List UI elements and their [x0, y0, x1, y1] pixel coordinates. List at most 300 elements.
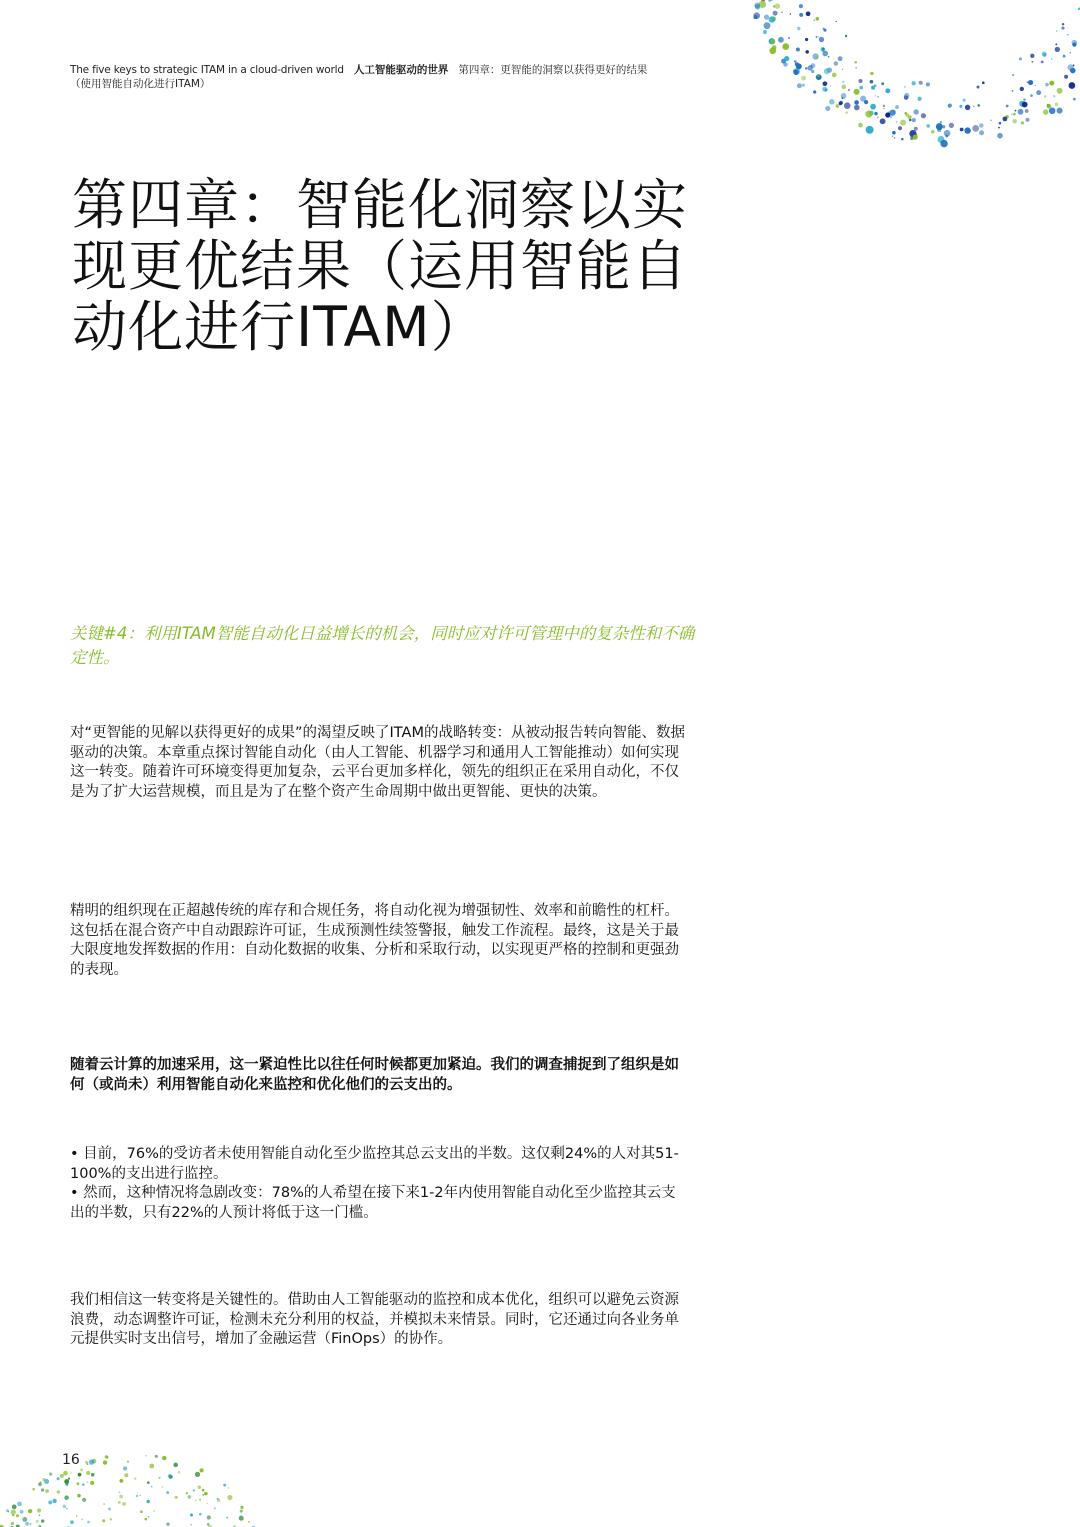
decorative-dot	[1057, 108, 1063, 114]
decorative-dot	[29, 1523, 31, 1525]
decorative-dot	[1061, 27, 1064, 30]
decorative-dot	[92, 1459, 97, 1464]
decorative-dot	[188, 1495, 192, 1499]
decorative-dot	[999, 122, 1002, 125]
decorative-dot	[836, 104, 840, 108]
decorative-dot	[754, 2, 760, 8]
decorative-dot	[842, 81, 844, 83]
decorative-dot	[836, 21, 837, 22]
decorative-dot	[1067, 34, 1068, 35]
decorative-dot	[119, 1492, 121, 1494]
decorative-dot	[32, 1488, 35, 1491]
decorative-dot	[57, 1490, 61, 1494]
decorative-dot	[52, 1499, 56, 1503]
decorative-dot	[63, 1471, 68, 1476]
decorative-dot	[25, 1522, 29, 1526]
decorative-dot	[919, 81, 923, 85]
decorative-dot	[1072, 40, 1078, 46]
decorative-dot	[793, 70, 799, 76]
decorative-dot	[173, 1463, 178, 1468]
decorative-dot	[892, 131, 896, 135]
running-header	[70, 63, 650, 91]
decorative-dot	[87, 1482, 89, 1484]
decorative-dot	[82, 1483, 85, 1486]
decorative-dot	[38, 1482, 42, 1486]
decorative-dot	[1067, 64, 1074, 71]
decorative-dot	[865, 110, 872, 117]
decorative-dot	[67, 1484, 68, 1485]
decorative-dot	[799, 13, 803, 17]
decorative-dot	[881, 82, 884, 85]
decorative-dot	[802, 84, 805, 87]
decorative-dot	[973, 105, 975, 107]
decorative-dot	[166, 1522, 169, 1525]
decorative-dot	[769, 16, 776, 23]
decorative-dot	[248, 1521, 250, 1523]
decorative-dot	[926, 82, 930, 86]
decorative-dot	[912, 81, 916, 85]
decorative-dot	[859, 86, 863, 90]
decorative-dot	[982, 81, 985, 84]
decorative-dot	[816, 56, 819, 59]
decorative-dot	[832, 73, 837, 78]
decorative-dot	[85, 1461, 88, 1464]
decorative-dot	[118, 1501, 121, 1504]
decorative-dot	[794, 60, 797, 63]
decorative-dot	[877, 96, 879, 98]
decorative-dot	[66, 1508, 68, 1510]
decorative-dot	[1045, 83, 1049, 87]
decorative-dot	[82, 1498, 86, 1502]
decorative-dot	[816, 36, 818, 38]
decorative-dot	[813, 19, 815, 21]
decorative-dot	[199, 1499, 201, 1501]
decorative-dot	[64, 1495, 69, 1500]
decorative-dot	[168, 1474, 172, 1478]
decorative-dot	[1047, 104, 1052, 109]
decorative-dot	[790, 13, 792, 15]
decorative-dot	[1006, 105, 1009, 108]
decorative-dot	[103, 1503, 105, 1505]
decorative-dot	[145, 1455, 147, 1457]
decorative-dot	[848, 89, 850, 91]
decorative-dot	[977, 104, 980, 107]
decorative-dot	[103, 1460, 107, 1464]
decorative-dot	[773, 11, 778, 16]
decorative-dot	[12, 1505, 17, 1510]
decorative-dot	[198, 1485, 202, 1489]
decorative-dot	[811, 63, 816, 68]
decorative-dot	[44, 1479, 49, 1484]
decorative-dot	[972, 125, 979, 132]
decorative-dot	[122, 1502, 126, 1506]
decorative-dot	[904, 112, 907, 115]
decorative-dot	[87, 1521, 90, 1524]
decorative-dot	[1049, 108, 1056, 115]
decorative-dot	[37, 1508, 41, 1512]
decorative-dot	[976, 85, 979, 88]
decorative-dot	[1034, 85, 1035, 86]
decorative-dot	[140, 1495, 141, 1496]
decorative-dot	[190, 1524, 192, 1526]
decorative-dot	[824, 68, 830, 74]
decorative-dot	[41, 1519, 44, 1522]
decorative-dot	[1055, 44, 1057, 46]
decorative-dot	[199, 1513, 202, 1516]
decorative-dot	[892, 135, 894, 137]
decorative-dot	[822, 87, 827, 92]
decorative-dot	[788, 37, 790, 39]
decorative-dot	[223, 1484, 226, 1487]
decorative-dot	[854, 61, 857, 64]
decorative-dot	[178, 1471, 181, 1474]
decorative-dot	[123, 1466, 127, 1470]
decorative-dot	[1072, 83, 1074, 85]
decorative-dot	[830, 85, 831, 86]
decorative-dot	[834, 61, 839, 66]
decorative-dot	[153, 1510, 154, 1511]
decorative-dot	[931, 130, 935, 134]
header-english-title: The five keys to strategic ITAM in a cloud-driven world	[70, 64, 344, 76]
decorative-dot	[227, 1495, 232, 1500]
decorative-dot	[885, 88, 890, 93]
decorative-dot	[1025, 109, 1029, 113]
decorative-dot	[838, 56, 843, 61]
decorative-dot	[979, 123, 984, 128]
decorative-dot	[12, 1514, 14, 1516]
decorative-dot	[940, 140, 947, 147]
decorative-dot	[1036, 90, 1041, 95]
decorative-dot	[200, 1468, 204, 1472]
decorative-dot	[921, 113, 926, 118]
decorative-dot	[842, 69, 843, 70]
decorative-dot	[864, 100, 868, 104]
decorative-dot	[783, 62, 787, 66]
decorative-dot	[1056, 30, 1057, 31]
decorative-dot	[801, 76, 806, 81]
decorative-dot	[844, 102, 851, 109]
decorative-dot	[917, 97, 921, 101]
decorative-dot	[797, 27, 800, 30]
decorative-dot	[754, 15, 758, 19]
decorative-dot	[1031, 61, 1033, 63]
decorative-dot	[70, 1520, 74, 1524]
decorative-dot	[770, 39, 775, 44]
decorative-dot	[86, 1471, 90, 1475]
decorative-dot	[846, 111, 848, 113]
decorative-dot-sphere-top	[700, 0, 1080, 165]
decorative-dot	[845, 35, 847, 37]
decorative-dot	[818, 36, 820, 38]
decorative-dot	[960, 128, 964, 132]
decorative-dot	[782, 43, 789, 50]
paragraph-intro: 对“更智能的见解以获得更好的成果”的渴望反映了ITAM的战略转变：从被动报告转向智能、数据驱动的决策。本章重点探讨智能自动化（由人工智能、机器学习和通用人工智能推动）如何实现这一转变。随着许可环境变得更加复杂，云平台更加多样化，领先的组织正在采用自动化，不仅是为了扩大运营规模，而且是为了在整个资产生命周期中做出更智能、更快的决策。	[70, 725, 685, 800]
decorative-dot	[979, 130, 984, 135]
decorative-dot	[874, 112, 877, 115]
decorative-dot	[193, 1489, 195, 1491]
decorative-dot	[39, 1514, 41, 1516]
decorative-dot	[874, 84, 877, 87]
decorative-dot	[207, 1515, 211, 1519]
decorative-dot	[1064, 75, 1068, 79]
decorative-dot	[883, 108, 884, 109]
decorative-dot	[119, 1495, 123, 1499]
page-number: 16	[62, 1452, 80, 1468]
decorative-dot	[880, 118, 886, 124]
decorative-dot	[1022, 102, 1028, 108]
decorative-dot	[1069, 82, 1076, 89]
decorative-dot	[940, 121, 942, 123]
decorative-dot	[60, 1474, 64, 1478]
decorative-dot	[57, 1477, 60, 1480]
decorative-dot	[1018, 109, 1024, 115]
decorative-dot	[781, 12, 782, 13]
decorative-dot	[823, 29, 826, 32]
decorative-dot	[936, 123, 943, 130]
decorative-dot	[783, 47, 785, 49]
decorative-dot	[805, 38, 808, 41]
decorative-dot	[207, 1503, 208, 1504]
decorative-dot	[764, 14, 769, 19]
decorative-dot	[1043, 109, 1048, 114]
decorative-dot	[912, 118, 916, 122]
decorative-dot	[127, 1461, 129, 1463]
decorative-dot	[870, 72, 873, 75]
decorative-dot	[819, 37, 824, 42]
decorative-dot	[842, 97, 844, 99]
decorative-dot	[226, 1517, 228, 1519]
decorative-dot	[1073, 98, 1076, 101]
decorative-dot	[1057, 88, 1063, 94]
decorative-dot	[900, 120, 906, 126]
decorative-dot	[949, 123, 954, 128]
decorative-dot	[870, 80, 874, 84]
decorative-dot	[901, 138, 904, 141]
decorative-dot	[998, 127, 1000, 129]
paragraph-conclusion: 我们相信这一转变将是关键性的。借助由人工智能驱动的监控和成本优化，组织可以避免云资源浪费，动态调整许可证，检测未充分利用的权益，并模拟未来情景。同时，它还通过向各业务单元提供实时支出信号，增加了金融运营（FinOps）的协作。	[70, 1292, 679, 1347]
decorative-dot	[140, 1510, 143, 1513]
decorative-dot	[796, 48, 800, 52]
decorative-dot	[895, 105, 899, 109]
decorative-dot	[162, 1456, 166, 1460]
decorative-dot	[764, 22, 771, 29]
decorative-dot	[1021, 121, 1024, 124]
decorative-dot	[76, 1515, 77, 1516]
header-chapter-name: 第四章：更智能的洞察以获得更好的结果（使用智能自动化进行ITAM）	[70, 64, 648, 90]
decorative-dot	[797, 83, 802, 88]
decorative-dot	[70, 1472, 71, 1473]
decorative-dot	[145, 1518, 148, 1521]
decorative-dot	[1028, 80, 1033, 85]
decorative-dot	[904, 93, 909, 98]
decorative-dot	[1062, 23, 1064, 25]
decorative-dot	[16, 1514, 19, 1517]
decorative-dot	[805, 50, 808, 53]
decorative-dot	[997, 133, 1003, 139]
decorative-dot	[204, 1492, 208, 1496]
decorative-dot	[217, 1498, 219, 1500]
decorative-dot	[214, 1507, 216, 1509]
decorative-dot	[875, 95, 876, 96]
decorative-dot	[228, 1487, 230, 1489]
decorative-dot	[1049, 81, 1054, 86]
survey-findings-list	[70, 1145, 690, 1223]
decorative-dot	[202, 1489, 205, 1492]
decorative-dot	[1051, 58, 1052, 59]
decorative-dot	[768, 0, 770, 2]
decorative-dot	[811, 70, 814, 73]
decorative-dot	[110, 1518, 112, 1520]
decorative-dot	[175, 1496, 178, 1499]
decorative-dot	[1030, 54, 1034, 58]
decorative-dot	[105, 1455, 109, 1459]
decorative-dot	[1030, 94, 1033, 97]
decorative-dot	[805, 67, 807, 69]
decorative-dot	[926, 124, 930, 128]
decorative-dot	[195, 1500, 196, 1501]
decorative-dot	[146, 1500, 150, 1504]
decorative-dot	[855, 67, 857, 69]
decorative-dot	[8, 1511, 9, 1512]
decorative-dot	[239, 1516, 244, 1521]
decorative-dot	[841, 85, 846, 90]
decorative-dot	[77, 1494, 81, 1498]
decorative-dot	[1053, 95, 1055, 97]
decorative-dot	[166, 1491, 169, 1494]
decorative-dot	[795, 62, 799, 66]
decorative-dot	[823, 81, 828, 86]
decorative-dot	[64, 1479, 69, 1484]
decorative-dot	[1070, 52, 1071, 53]
decorative-dot-sphere-bottom	[0, 1440, 320, 1527]
decorative-dot	[119, 1479, 123, 1483]
list-item: • 然而，这种情况将急剧改变：78%的人希望在接下来1-2年内使用智能自动化至少监控其云支出的半数，只有22%的人预计将低于这一门槛。	[70, 1185, 676, 1221]
decorative-dot	[1019, 57, 1022, 60]
decorative-dot	[828, 56, 830, 58]
paragraph-savvy-organizations: 精明的组织现在正超越传统的库存和合规任务，将自动化视为增强韧性、效率和前瞻性的杠杆。这包括在混合资产中自动跟踪许可证，生成预测性续签警报，触发工作流程。最终，这是关于最大限度地发挥数据的作用：自动化数据的收集、分析和采取行动，以实现更严格的控制和更强劲的表现。	[70, 903, 679, 978]
decorative-dot	[825, 106, 830, 111]
decorative-dot	[763, 30, 767, 34]
decorative-dot	[11, 1510, 16, 1515]
decorative-dot	[22, 1517, 27, 1522]
decorative-dot	[20, 1510, 24, 1514]
decorative-dot	[124, 1473, 128, 1477]
decorative-dot	[898, 126, 902, 130]
decorative-dot	[134, 1478, 136, 1480]
decorative-dot	[28, 1509, 32, 1513]
decorative-dot	[45, 1489, 49, 1493]
decorative-dot	[813, 90, 816, 93]
decorative-dot	[854, 105, 860, 111]
decorative-dot	[904, 86, 906, 88]
decorative-dot	[202, 1494, 204, 1496]
decorative-dot	[68, 1477, 70, 1479]
decorative-dot	[17, 1502, 22, 1507]
decorative-dot	[1012, 74, 1014, 76]
decorative-dot	[816, 17, 820, 21]
list-item: • 目前，76%的受访者未使用智能自动化至少监控其总云支出的半数。这仅剩24%的人对其51-100%的支出进行监控。	[70, 1146, 679, 1182]
header-section-name: 人工智能驱动的世界	[353, 64, 449, 76]
decorative-dot	[914, 109, 919, 114]
decorative-dot	[959, 105, 962, 108]
decorative-dot	[839, 102, 843, 106]
decorative-dot	[158, 1477, 160, 1479]
decorative-dot	[1055, 47, 1060, 52]
decorative-dot	[914, 127, 918, 131]
decorative-dot	[90, 1481, 94, 1485]
decorative-dot	[829, 99, 834, 104]
decorative-dot	[207, 1523, 210, 1526]
decorative-dot	[963, 99, 966, 102]
decorative-dot	[240, 1506, 243, 1509]
decorative-dot	[136, 1495, 138, 1497]
decorative-dot	[858, 79, 862, 83]
decorative-dot	[1015, 110, 1017, 112]
decorative-dot	[148, 1516, 150, 1518]
decorative-dot	[81, 1518, 83, 1520]
decorative-dot	[883, 105, 885, 107]
decorative-dot	[155, 1455, 158, 1458]
decorative-dot	[841, 93, 847, 99]
decorative-dot	[151, 1486, 153, 1488]
decorative-dot	[240, 1510, 243, 1513]
decorative-dot	[162, 1486, 163, 1487]
decorative-dot	[48, 1500, 52, 1504]
decorative-dot	[945, 134, 948, 137]
decorative-dot	[195, 1472, 200, 1477]
decorative-dot	[913, 135, 918, 140]
decorative-dot	[775, 3, 781, 9]
decorative-dot	[41, 1488, 44, 1491]
decorative-dot	[870, 104, 876, 110]
key-insight: 关键#4：利用ITAM智能自动化日益增长的机会，同时应对许可管理中的复杂性和不确定性。	[70, 624, 695, 667]
decorative-dot	[1055, 102, 1059, 106]
decorative-dot	[866, 126, 874, 134]
decorative-dot	[11, 1522, 14, 1525]
decorative-dot	[1023, 98, 1025, 100]
decorative-dot	[799, 4, 803, 8]
decorative-dot	[1063, 55, 1066, 58]
decorative-dot	[858, 123, 863, 128]
paragraph-cloud-urgency: 随着云计算的加速采用，这一紧迫性比以往任何时候都更加紧迫。我们的调查捕捉到了组织是如何（或尚未）利用智能自动化来监控和优化他们的云支出的。	[70, 1057, 679, 1093]
decorative-dot	[772, 45, 777, 50]
decorative-dot	[1012, 90, 1014, 92]
decorative-dot	[948, 104, 952, 108]
decorative-dot	[1041, 60, 1044, 63]
decorative-dot	[63, 1505, 67, 1509]
decorative-dot	[49, 1472, 52, 1475]
decorative-dot	[76, 1482, 79, 1485]
decorative-dot	[108, 1508, 111, 1511]
decorative-dot	[965, 105, 970, 110]
decorative-dot	[1003, 117, 1008, 122]
decorative-dot	[817, 74, 820, 77]
decorative-dot	[854, 100, 859, 105]
decorative-dot	[1044, 95, 1046, 97]
decorative-dot	[80, 1468, 83, 1471]
decorative-dot	[896, 121, 898, 123]
decorative-dot	[149, 1464, 154, 1469]
decorative-dot	[778, 37, 784, 43]
decorative-dot	[964, 127, 970, 133]
decorative-dot	[78, 1473, 82, 1477]
chapter-title: 第四章：智能化洞察以实现更优结果（运用智能自动化进行ITAM）	[72, 173, 689, 359]
decorative-dot	[1013, 119, 1017, 123]
decorative-dot	[91, 1473, 95, 1477]
decorative-dot	[186, 1492, 188, 1494]
decorative-dot	[102, 1519, 105, 1522]
decorative-dot	[990, 119, 992, 121]
